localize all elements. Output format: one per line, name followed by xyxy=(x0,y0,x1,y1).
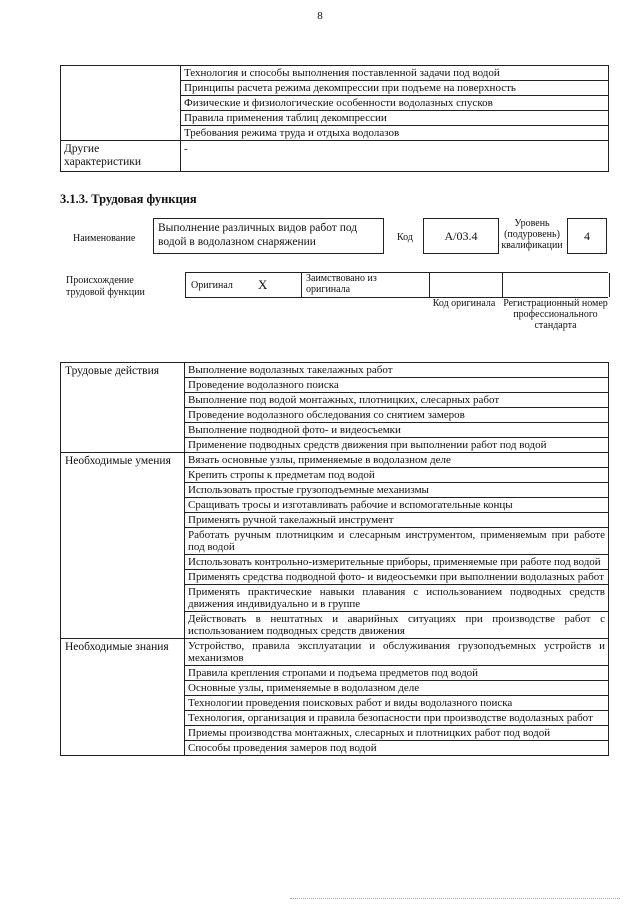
list-item: Основные узлы, применяемые в водолазном деле xyxy=(185,681,609,696)
list-item: Сращивать тросы и изготавливать рабочие и вспомогательные концы xyxy=(185,498,609,513)
list-item: Устройство, правила эксплуатации и обслуживания грузоподъемных устройств и механизмов xyxy=(185,639,609,666)
reg-number-label: Регистрационный номер профессионального стандарта xyxy=(503,298,608,331)
table-cell: Принципы расчета режима декомпрессии при подъеме на поверхность xyxy=(181,81,609,96)
table-row xyxy=(61,453,609,468)
table-cell: Правила применения таблиц декомпрессии xyxy=(181,111,609,126)
list-item: Способы проведения замеров под водой xyxy=(185,741,609,756)
other-characteristics-value: - xyxy=(181,141,609,172)
section-title: 3.1.3. Трудовая функция xyxy=(60,192,197,206)
list-item: Выполнение подводной фото- и видеосъемки xyxy=(185,423,609,438)
page-number: 8 xyxy=(317,10,323,22)
list-item: Технологии проведения поисковых работ и виды водолазного поиска xyxy=(185,696,609,711)
origin-label: Происхождение трудовой функции xyxy=(66,275,145,298)
function-code-value: A/03.4 xyxy=(444,229,478,243)
table-row xyxy=(61,141,609,172)
empty-label-cell xyxy=(61,66,181,141)
list-item: Проведение водолазного обследования со снятием замеров xyxy=(185,408,609,423)
original-cell xyxy=(186,273,302,297)
table-row xyxy=(61,363,609,378)
list-item: Работать ручным плотницким и слесарным инструментом, применяемым при работе под водой xyxy=(185,528,609,555)
labor-function-table xyxy=(60,362,609,756)
code-label: Код xyxy=(397,232,413,243)
list-item: Использовать контрольно-измерительные приборы, применяемые при работе под водой xyxy=(185,555,609,570)
qualification-level-value: 4 xyxy=(584,229,590,243)
page-divider xyxy=(290,898,620,899)
borrowed-label: Заимствовано из оригинала xyxy=(306,273,377,295)
list-item: Вязать основные узлы, применяемые в водолазном деле xyxy=(185,453,609,468)
list-item: Действовать в нештатных и аварийных ситуациях при производстве работ с использованием подводных средств движения xyxy=(185,612,609,639)
level-label: Уровень (подуровень) квалификации xyxy=(501,218,563,251)
list-item: Выполнение под водой монтажных, плотницких, слесарных работ xyxy=(185,393,609,408)
table-cell: Требования режима труда и отдыха водолазов xyxy=(181,126,609,141)
list-item: Правила крепления стропами и подъема предметов под водой xyxy=(185,666,609,681)
list-item: Использовать простые грузоподъемные механизмы xyxy=(185,483,609,498)
table-cell: Технология и способы выполнения поставленной задачи под водой xyxy=(181,66,609,81)
list-item: Выполнение водолазных такелажных работ xyxy=(185,363,609,378)
list-item: Крепить стропы к предметам под водой xyxy=(185,468,609,483)
previous-knowledge-table xyxy=(60,65,609,172)
list-item: Применение подводных средств движения при выполнении работ под водой xyxy=(185,438,609,453)
code-original-label: Код оригинала xyxy=(432,298,496,309)
code-original-cell xyxy=(429,273,503,297)
table-row xyxy=(61,66,609,81)
function-name-box xyxy=(153,218,384,254)
list-item: Технология, организация и правила безопасности при производстве водолазных работ xyxy=(185,711,609,726)
original-mark: X xyxy=(258,277,268,292)
list-item: Применять практические навыки плавания с использованием подводных средств движения индивидуально и в группе xyxy=(185,585,609,612)
list-item: Проведение водолазного поиска xyxy=(185,378,609,393)
list-item: Применять ручной такелажный инструмент xyxy=(185,513,609,528)
labor-actions-label: Трудовые действия xyxy=(61,363,185,453)
function-name-value: Выполнение различных видов работ под водой в водолазном снаряжении xyxy=(158,222,358,248)
list-item: Приемы производства монтажных, слесарных и плотницких работ под водой xyxy=(185,726,609,741)
reg-number-cell xyxy=(502,273,610,297)
required-knowledge-label: Необходимые знания xyxy=(61,639,185,756)
required-skills-label: Необходимые умения xyxy=(61,453,185,639)
list-item: Применять средства подводной фото- и видеосъемки при выполнении водолазных работ xyxy=(185,570,609,585)
name-label: Наименование xyxy=(73,233,136,244)
qualification-level-box xyxy=(567,218,607,254)
function-code-box xyxy=(423,218,499,254)
table-cell: Физические и физиологические особенности водолазных спусков xyxy=(181,96,609,111)
origin-row xyxy=(185,272,608,298)
original-label: Оригинал xyxy=(191,280,233,291)
table-row xyxy=(61,639,609,666)
other-characteristics-label: Другие характеристики xyxy=(61,141,181,172)
